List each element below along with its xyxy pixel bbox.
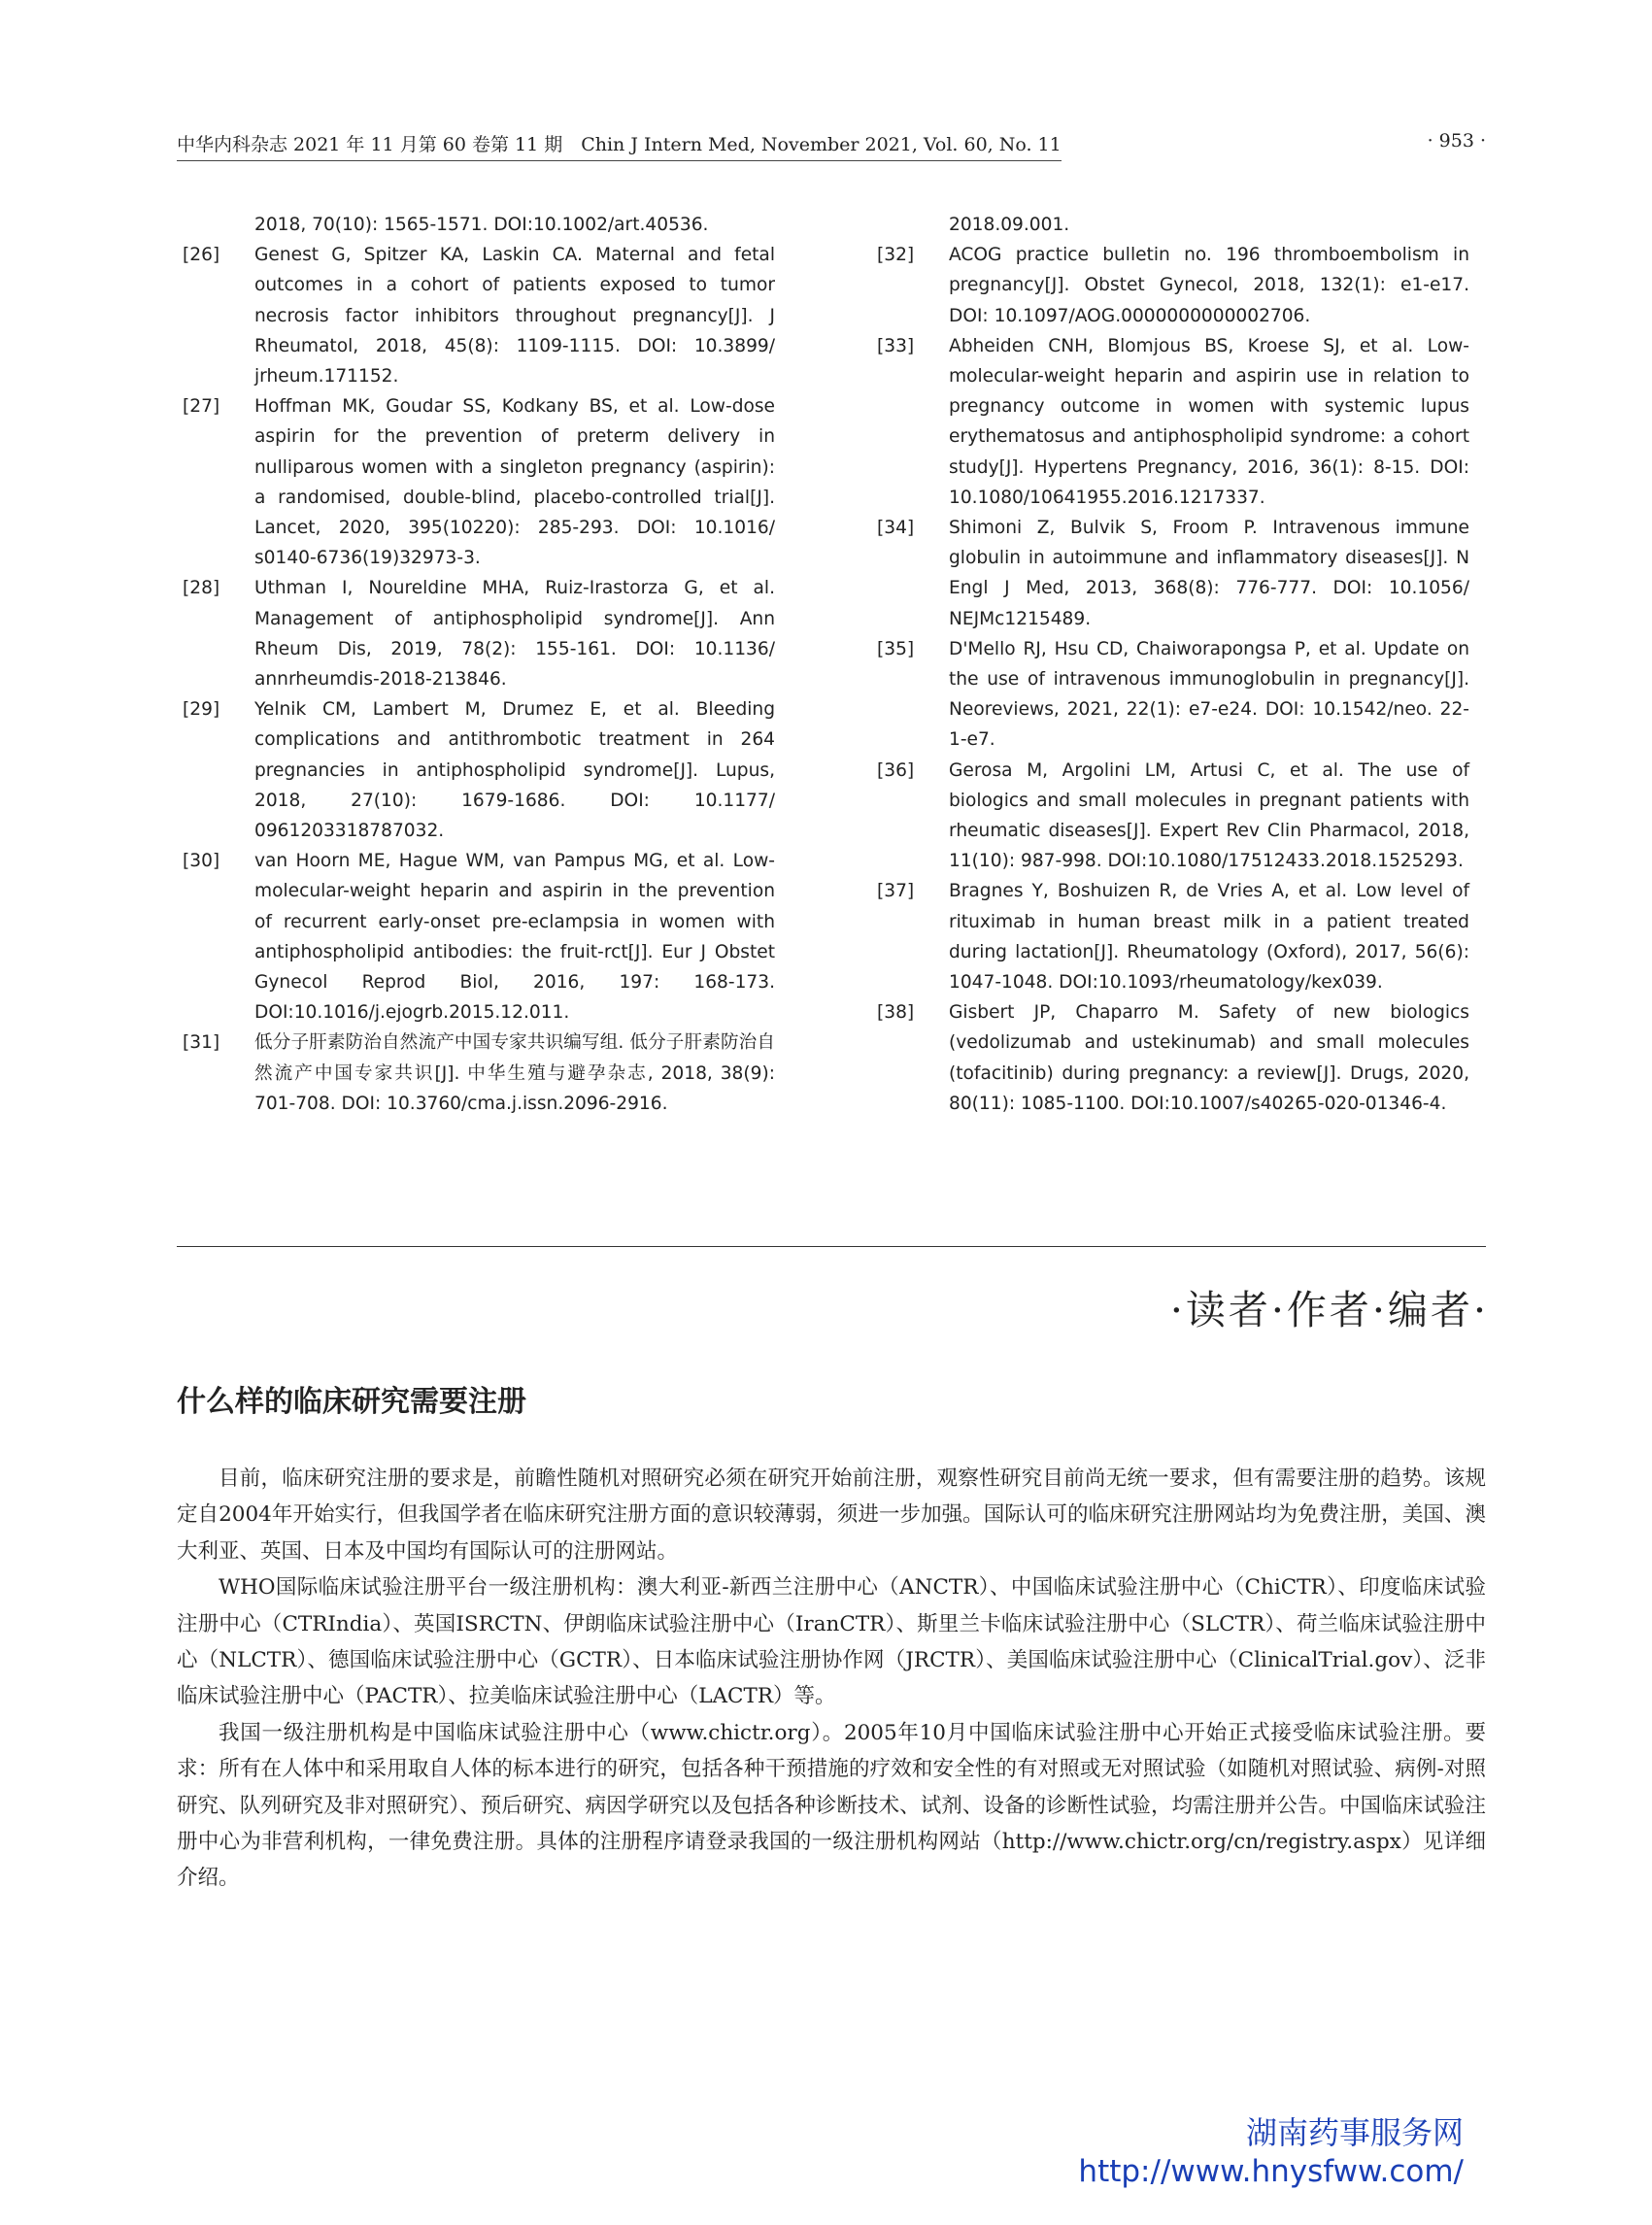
reference-31 bbox=[183, 1028, 775, 1119]
reference-text: 低分子肝素防治自然流产中国专家共识编写组. 低分子肝素防治自然流产中国专家共识[J]. 中华生殖与避孕杂志, 2018, 38(9): 701-708. DOI: 10.3760/cma.j.issn.2096-2916. bbox=[254, 1032, 775, 1114]
reference-number: [26] bbox=[183, 245, 220, 266]
reference-text: Gerosa M, Argolini LM, Artusi C, et al. The use of biologics and small molecules in pregnant patients with rheumatic diseases[J]. Expert Rev Clin Pharmacol, 2018, 11(10): 987-998. DOI:10.1080/17512433.2018.1525293. bbox=[949, 759, 1469, 872]
reference-text: Shimoni Z, Bulvik S, Froom P. Intravenous immune globulin in autoimmune and inflammatory diseases[J]. N Engl J Med, 2013, 368(8): 776-777. DOI: 10.1056/ NEJMc1215489. bbox=[949, 518, 1469, 629]
reference-35 bbox=[877, 634, 1469, 756]
reference-number: [35] bbox=[877, 638, 915, 659]
running-header bbox=[177, 130, 1486, 163]
reference-26 bbox=[183, 240, 775, 391]
reference-text: Uthman I, Noureldine MHA, Ruiz-Irastorza G, et al. Management of antiphospholipid syndrome[J]. Ann Rheum Dis, 2019, 78(2): 155-161. DOI: 10.1136/ annrheumdis-2018-213846. bbox=[254, 578, 775, 691]
reference-38 bbox=[877, 997, 1469, 1119]
reference-34 bbox=[877, 513, 1469, 634]
watermark-name: 湖南药事服务网 bbox=[1245, 2114, 1464, 2151]
column-title: ·读者·作者·编者· bbox=[1169, 1287, 1489, 1333]
reference-number: [36] bbox=[877, 759, 915, 781]
article-paragraph-1: 目前，临床研究注册的要求是，前瞻性随机对照研究必须在研究开始前注册，观察性研究目前尚无统一要求，但有需要注册的趋势。该规定自2004年开始实行，但我国学者在临床研究注册方面的意识较薄弱，须进一步加强。国际认可的临床研究注册网站均为免费注册，美国、澳大利亚、英国、日本及中国均有国际认可的注册网站。 bbox=[177, 1466, 1486, 1564]
reference-text: Bragnes Y, Boshuizen R, de Vries A, et al. Low level of rituximab in human breast milk in a patient treated during lactation[J]. Rheumatology (Oxford), 2017, 56(6): 1047-1048. DOI:10.1093/rheumatology/kex039. bbox=[949, 881, 1469, 994]
reference-number: [37] bbox=[877, 881, 915, 902]
reference-text: Abheiden CNH, Blomjous BS, Kroese SJ, et al. Low-molecular-weight heparin and aspirin use in relation to pregnancy outcome in women with systemic lupus erythematosus and antiphospholipid syndrome: a cohort study[J]. Hypertens Pregnancy, 2016, 36(1): 8-15. DOI: 10.1080/10641955.2016.1217337. bbox=[949, 335, 1469, 508]
reference-text: Gisbert JP, Chaparro M. Safety of new biologics (vedolizumab and ustekinumab) and small molecules (tofacitinib) during pregnancy: a review[J]. Drugs, 2020, 80(11): 1085-1100. DOI:10.1007/s40265-020-01346-4. bbox=[949, 1002, 1469, 1114]
reference-32 bbox=[877, 240, 1469, 331]
reference-number: [28] bbox=[183, 578, 220, 599]
watermark-url[interactable]: http://www.hnysfww.com/ bbox=[1078, 2154, 1464, 2189]
reference-number: [30] bbox=[183, 851, 220, 872]
reference-text: Yelnik CM, Lambert M, Drumez E, et al. Bleeding complications and antithrombotic treatment in 264 pregnancies in antiphospholipid syndrome[J]. Lupus, 2018, 27(10): 1679-1686. DOI: 10.1177/ 0961203318787032. bbox=[254, 699, 775, 842]
references-right-column bbox=[877, 210, 1469, 1119]
reference-number: [32] bbox=[877, 245, 915, 266]
reference-number: [34] bbox=[877, 518, 915, 539]
reference-33 bbox=[877, 331, 1469, 513]
article-paragraph-2: WHO国际临床试验注册平台一级注册机构：澳大利亚-新西兰注册中心（ANCTR）、中国临床试验注册中心（ChiCTR）、印度临床试验注册中心（CTRIndia）、英国ISRCTN、伊朗临床试验注册中心（IranCTR）、斯里兰卡临床试验注册中心（SLCTR）、荷兰临床试验注册中心（NLCTR）、德国临床试验注册中心（GCTR）、日本临床试验注册协作网（JRCTR）、美国临床试验注册中心（ClinicalTrial.gov）、泛非临床试验注册中心（PACTR）、拉美临床试验注册中心（LACTR）等。 bbox=[177, 1575, 1486, 1709]
article-paragraph-3: 我国一级注册机构是中国临床试验注册中心（www.chictr.org）。2005年10月中国临床试验注册中心开始正式接受临床试验注册。要求：所有在人体中和采用取自人体的标本进行的研究，包括各种干预措施的疗效和安全性的有对照或无对照试验（如随机对照试验、病例-对照研究、队列研究及非对照研究）、预后研究、病因学研究以及包括各种诊断技术、试剂、设备的诊断性试验，均需注册并公告。中国临床试验注册中心为非营利机构，一律免费注册。具体的注册程序请登录我国的一级注册机构网站（http://www.chictr.org/cn/registry.aspx）见详细介绍。 bbox=[177, 1720, 1486, 1891]
reference-continuation: 2018.09.001. bbox=[949, 215, 1070, 235]
reference-29 bbox=[183, 694, 775, 846]
reference-number: [27] bbox=[183, 396, 220, 418]
journal-citation: 中华内科杂志 2021 年 11 月第 60 卷第 11 期 Chin J Intern Med, November 2021, Vol. 60, No. 11 bbox=[177, 130, 1062, 161]
reference-28 bbox=[183, 573, 775, 694]
references-left-column bbox=[183, 210, 775, 1119]
reference-continuation: 2018, 70(10): 1565-1571. DOI:10.1002/art.40536. bbox=[254, 215, 709, 235]
article-title: 什么样的临床研究需要注册 bbox=[177, 1385, 526, 1419]
page-number: · 953 · bbox=[1427, 130, 1486, 152]
reference-number: [33] bbox=[877, 335, 915, 356]
watermark bbox=[1078, 2113, 1464, 2191]
reference-30 bbox=[183, 846, 775, 1028]
reference-number: [31] bbox=[183, 1032, 220, 1054]
reference-37 bbox=[877, 876, 1469, 997]
reference-number: [29] bbox=[183, 699, 220, 721]
reference-text: Genest G, Spitzer KA, Laskin CA. Maternal and fetal outcomes in a cohort of patients exposed to tumor necrosis factor inhibitors throughout pregnancy[J]. J Rheumatol, 2018, 45(8): 1109-1115. DOI: 10.3899/ jrheum.171152. bbox=[254, 245, 775, 388]
reference-text: Hoffman MK, Goudar SS, Kodkany BS, et al. Low-dose aspirin for the prevention of preterm delivery in nulliparous women with a singleton pregnancy (aspirin): a randomised, double-blind, placebo-controlled trial[J]. Lancet, 2020, 395(10220): 285-293. DOI: 10.1016/ s0140-6736(19)32973-3. bbox=[254, 396, 775, 569]
reference-number: [38] bbox=[877, 1002, 915, 1024]
reference-36 bbox=[877, 756, 1469, 877]
section-divider bbox=[177, 1246, 1486, 1247]
reference-text: van Hoorn ME, Hague WM, van Pampus MG, et al. Low-molecular-weight heparin and aspirin in the prevention of recurrent early-onset pre-eclampsia in women with antiphospholipid antibodies: the fruit-rct[J]. Eur J Obstet Gynecol Reprod Biol, 2016, 197: 168-173. DOI:10.1016/j.ejogrb.2015.12.011. bbox=[254, 851, 775, 1024]
article-body bbox=[177, 1461, 1486, 1897]
reference-text: D'Mello RJ, Hsu CD, Chaiworapongsa P, et al. Update on the use of intravenous immunoglobulin in pregnancy[J]. Neoreviews, 2021, 22(1): e7-e24. DOI: 10.1542/neo. 22-1-e7. bbox=[949, 638, 1469, 751]
reference-text: ACOG practice bulletin no. 196 thromboembolism in pregnancy[J]. Obstet Gynecol, 2018, 132(1): e1-e17. DOI: 10.1097/AOG.0000000000002706. bbox=[949, 245, 1469, 326]
reference-27 bbox=[183, 391, 775, 573]
